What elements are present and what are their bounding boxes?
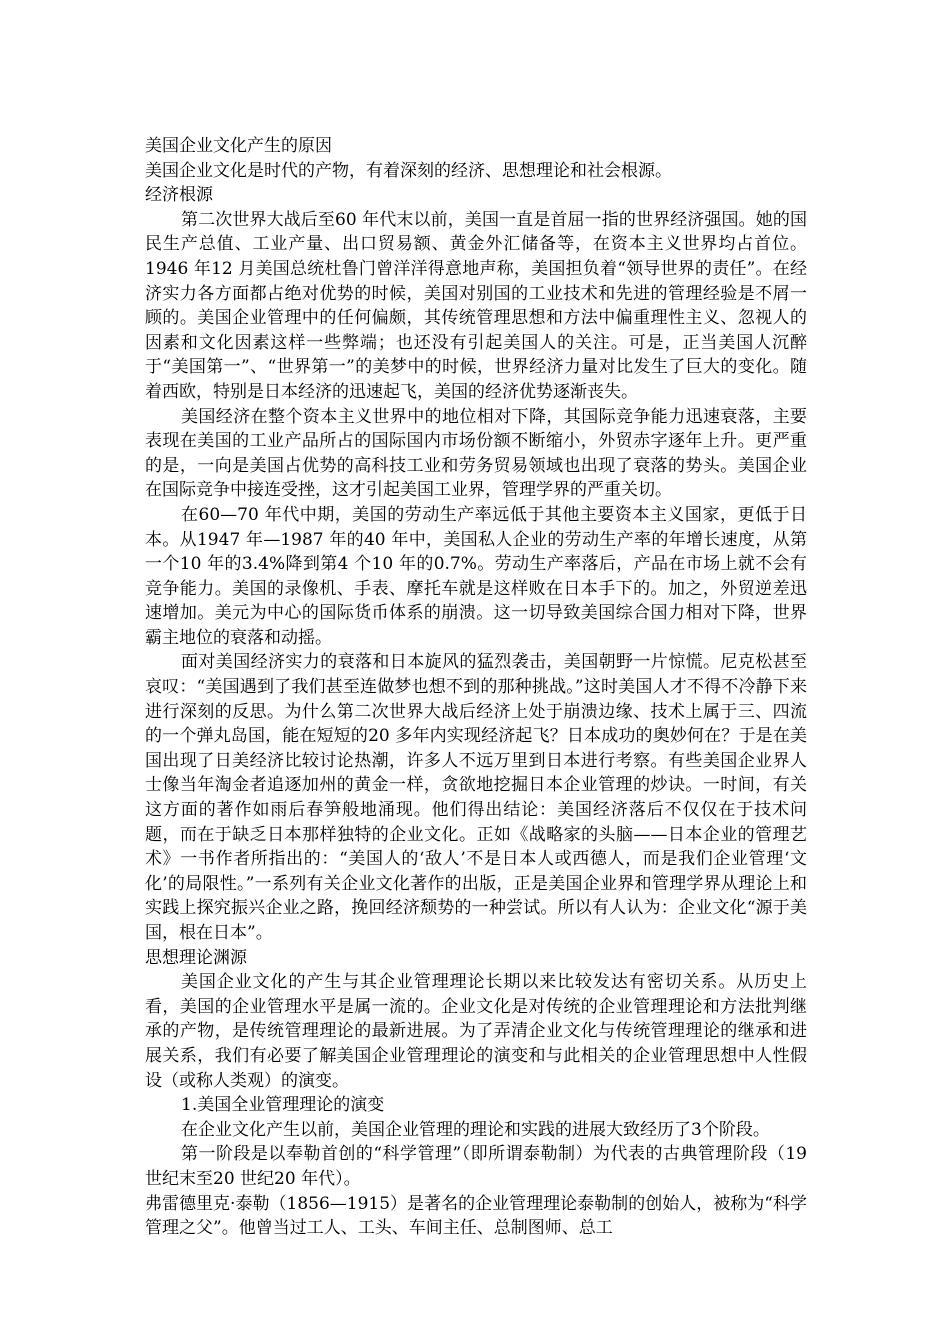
document-title: 美国企业文化产生的原因 <box>145 136 332 156</box>
economic-paragraph-1: 第二次世界大战后至60 年代末以前，美国一直是首屈一指的世界经济强国。她的国民生产总值、工业产量、出口贸易额、黄金外汇储备等，在资本主义世界均占首位。 1946 年12 月美国总统杜鲁门曾洋洋得意地声称，美国担负着“领导世界的责任”。在经济实力各方面都占绝对优势的时候，美国对别国的工业技术和先进的管理经验是不屑一顾的。美国企业管理中的任何偏颇，其传统管理思想和方法中偏重理性主义、忽视人的因素和文化因素这样一些弊端；也还没有引起美国人的关注。可是，正当美国人沉醉于“美国第一”、“世界第一”的美梦中的时候，世界经济力量对比发生了巨大的变化。随着西欧，特别是日本经济的迅速起飞，美国的经济优势逐渐丧失。 <box>145 209 807 402</box>
theory-paragraph-3: 第一阶段是以奉勒首创的“科学管理”（即所谓泰勒制）为代表的古典管理阶段（19 世纪末至20 世纪20 年代）。 <box>145 1144 807 1189</box>
theory-paragraph-1: 美国企业文化的产生与其企业管理理论长期以来比较发达有密切关系。从历史上看，美国的企业管理水平是属一流的。企业文化是对传统的企业管理理论和方法批判继承的产物，是传统管理理论的最新进展。为了弄清企业文化与传统管理理论的继承和进展关系，我们有必要了解美国企业管理理论的演变和与此相关的企业管理思想中人性假设（或称人类观）的演变。 <box>145 972 807 1091</box>
section-heading-economic: 经济根源 <box>145 185 213 206</box>
document-intro: 美国企业文化是时代的产物，有着深刻的经济、思想理论和社会根源。 <box>145 160 672 181</box>
document-page <box>145 134 807 1241</box>
theory-paragraph-2: 在企业文化产生以前，美国企业管理的理论和实践的进展大致经历了3个阶段。 <box>181 1119 770 1140</box>
section-heading-theory: 思想理论渊源 <box>145 947 247 968</box>
economic-paragraph-2: 美国经济在整个资本主义世界中的地位相对下降，其国际竞争能力迅速衰落，主要表现在美国的工业产品所占的国际国内市场份额不断缩小，外贸赤字逐年上升。更严重的是，一向是美国占优势的高科技工业和劳务贸易领域也出现了衰落的势头。美国企业在国际竞争中接连受挫，这才引起美国工业界，管理学界的严重关切。 <box>145 406 807 501</box>
economic-paragraph-3: 在60—70 年代中期，美国的劳动生产率远低于其他主要资本主义国家，更低于日本。从1947 年—1987 年的40 年中，美国私人企业的劳动生产率的年增长速度，从第一个10 年的3.4%降到第4 个10 年的0.7%。劳动生产率落后，产品在市场上就不会有竞争能力。美国的录像机、手表、摩托车就是这样败在日本手下的。加之，外贸逆差迅速增加。美元为中心的国际货币体系的崩溃。这一切导致美国综合国力相对下降，世界霸主地位的衰落和动摇。 <box>145 504 807 648</box>
economic-paragraph-4: 面对美国经济实力的衰落和日本旋风的猛烈袭击，美国朝野一片惊慌。尼克松甚至哀叹：“美国遇到了我们甚至连做梦也想不到的那种挑战。”这时美国人才不得不冷静下来进行深刻的反思。为什么第二次世界大战后经济上处于崩溃边缘、技术上属于三、四流的一个弹丸岛国，能在短短的20 多年内实现经济起飞？日本成功的奥妙何在？于是在美国出现了日美经济比较讨论热潮，许多人不远万里到日本进行考察。有些美国企业界人士像当年淘金者追逐加州的黄金一样，贪欲地挖掘日本企业管理的炒诀。一时间，有关这方面的著作如雨后春笋般地涌现。他们得出结论：美国经济落后不仅仅在于技术问题，而在于缺乏日本那样独特的企业文化。正如《战略家的头脑——日本企业的管理艺术》一书作者所指出的：“美国人的‘敌人’不是日本人或西德人，而是我们企业管理‘文化’的局限性。”一系列有关企业文化著作的出版，正是美国企业界和管理学界从理论上和实践上探究振兴企业之路，挽回经济颓势的一种尝试。所以有人认为：企业文化“源于美国，根在日本”。 <box>145 652 807 943</box>
theory-paragraph-4: 弗雷德里克·泰勒（1856—1915）是著名的企业管理理论泰勒制的创始人，被称为“科学管理之父”。他曾当过工人、工头、车间主任、总制图师、总工 <box>145 1193 807 1239</box>
theory-subheading: 1.美国全业管理理论的演变 <box>181 1095 385 1116</box>
